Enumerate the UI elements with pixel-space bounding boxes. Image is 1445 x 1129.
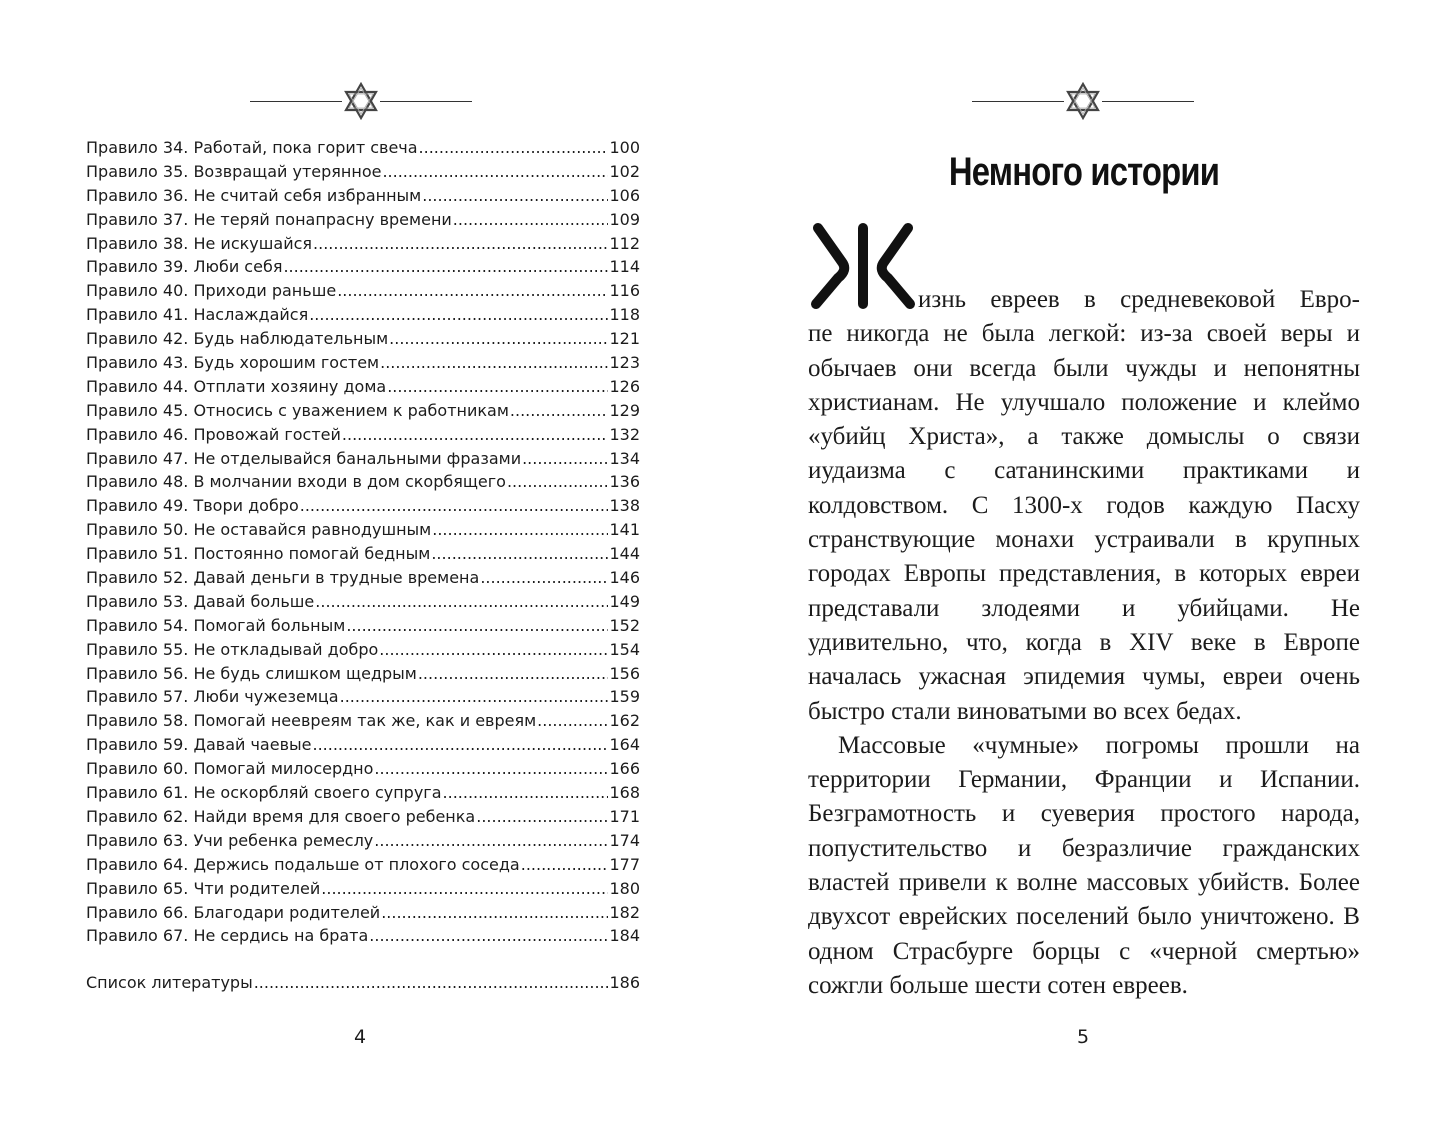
dot-leader [309, 303, 608, 327]
dot-leader [342, 423, 609, 447]
toc-entry-title: Правило 50. Не оставайся равнодушным [86, 520, 432, 540]
paragraph-1-first-line: изнь евреев в средневековой Евро- [918, 286, 1360, 313]
toc-entry-title: Правило 35. Возвращай утерянное [86, 161, 382, 181]
dot-leader [374, 757, 608, 781]
dot-leader [431, 542, 608, 566]
toc-entry-page: 182 [609, 902, 640, 922]
toc-spacer [86, 948, 640, 971]
toc-entry-title: Правило 37. Не теряй понапрасну времени [86, 209, 452, 229]
toc-entry[interactable] [86, 232, 640, 256]
toc-entry[interactable] [86, 542, 640, 566]
toc-entry-title: Правило 65. Чти родителей [86, 878, 321, 898]
dot-leader [453, 208, 609, 232]
toc-entry[interactable] [86, 733, 640, 757]
divider-line [380, 101, 472, 102]
toc-entry-page: 106 [609, 185, 640, 205]
toc-entry-title: Правило 62. Найди время для своего ребенка [86, 806, 476, 826]
toc-entry-title: Правило 45. Относись с уважением к работникам [86, 400, 509, 420]
dot-leader [346, 614, 608, 638]
toc-entry-page: 118 [609, 305, 640, 325]
toc-entry-page: 109 [609, 209, 640, 229]
toc-entry-page: 168 [609, 783, 640, 803]
dot-leader [379, 638, 608, 662]
star-of-david-icon [1064, 82, 1102, 120]
page-number-right: 5 [1077, 1026, 1090, 1048]
toc-entry-title: Правило 53. Давай больше [86, 591, 315, 611]
toc-entry-page: 154 [609, 639, 640, 659]
toc-entry-title: Правило 39. Люби себя [86, 257, 283, 277]
toc-entry-title: Правило 67. Не сердись на брата [86, 926, 369, 946]
ornament-divider-right [972, 82, 1194, 120]
toc-entry-page: 174 [609, 830, 640, 850]
dot-leader [476, 805, 608, 829]
toc-entry[interactable] [86, 853, 640, 877]
body-text [808, 283, 1360, 1003]
toc-entry-page: 136 [609, 472, 640, 492]
toc-entry[interactable] [86, 662, 640, 686]
toc-entry-title: Правило 57. Люби чужеземца [86, 687, 339, 707]
dot-leader [374, 829, 608, 853]
dot-leader [340, 685, 609, 709]
toc-entry-page: 184 [609, 926, 640, 946]
toc-entry-title: Правило 63. Учи ребенка ремеслу [86, 830, 374, 850]
dot-leader [382, 160, 608, 184]
toc-entry-bibliography[interactable] [86, 971, 640, 995]
toc-entry-title: Правило 46. Провожай гостей [86, 424, 341, 444]
toc-entry-page: 177 [609, 854, 640, 874]
toc-entry-page: 162 [609, 711, 640, 731]
toc-entry[interactable] [86, 805, 640, 829]
dot-leader [321, 877, 608, 901]
paragraph-1-rest: пе никогда не была легкой: из-за своей веры и обычаев они всегда были чужды и непонятны христианам. Не улучшало положение и клеймо «убийц Христа», а также домыслы о связи иудаизма с сатанинскими практиками и колдовством. С 1300-х годов каждую Пасху странствующие монахи устраивали в крупных городах Европы представления, в которых евреи представали злодеями и убийцами. Не удивительно, что, когда в XIV веке в Европе началась ужасная эпидемия чумы, евреи очень быстро стали виноватыми во всех бедах. [808, 320, 1360, 725]
toc-entry-page: 141 [609, 520, 640, 540]
toc-entry-page: 121 [609, 329, 640, 349]
left-page [0, 0, 722, 1129]
dot-leader [337, 279, 608, 303]
toc-entry-title: Правило 38. Не искушайся [86, 233, 313, 253]
toc-entry-title: Правило 49. Твори добро [86, 496, 299, 516]
toc-entry[interactable] [86, 781, 640, 805]
toc-entry-title: Правило 42. Будь наблюдательным [86, 329, 389, 349]
toc-entry[interactable] [86, 924, 640, 948]
toc-entry-page: 134 [609, 448, 640, 468]
dot-leader [312, 733, 608, 757]
toc-entry-title: Правило 56. Не будь слишком щедрым [86, 663, 417, 683]
toc-entry-title: Правило 58. Помогай неевреям так же, как и евреям [86, 711, 537, 731]
toc-entry[interactable] [86, 303, 640, 327]
toc-entry-page: 146 [609, 568, 640, 588]
toc-entry-title: Правило 43. Будь хорошим гостем [86, 353, 380, 373]
page-number-left: 4 [354, 1026, 367, 1048]
toc-entry-page: 159 [609, 687, 640, 707]
toc-entry-page: 164 [609, 735, 640, 755]
dot-leader [389, 327, 608, 351]
chapter-title: Немного истории [948, 150, 1220, 194]
toc-entry-title: Правило 41. Наслаждайся [86, 305, 309, 325]
divider-line [1102, 101, 1194, 102]
toc-entry-title: Правило 34. Работай, пока горит свеча [86, 138, 418, 157]
toc-entry-page: 156 [609, 663, 640, 683]
toc-entry-title: Правило 52. Давай деньги в трудные времена [86, 568, 480, 588]
toc-entry[interactable] [86, 136, 640, 160]
toc-entry[interactable] [86, 327, 640, 351]
dot-leader [432, 518, 608, 542]
divider-line [250, 101, 342, 102]
dot-leader [422, 184, 608, 208]
toc-entry-page: 102 [609, 161, 640, 181]
toc-entry-page: 171 [609, 806, 640, 826]
toc-entry-page: 166 [609, 759, 640, 779]
toc-entry[interactable] [86, 255, 640, 279]
toc-entry-title: Правило 44. Отплати хозяину дома [86, 376, 387, 396]
toc-entry[interactable] [86, 208, 640, 232]
toc-entry[interactable] [86, 375, 640, 399]
toc-entry[interactable] [86, 279, 640, 303]
dot-leader [369, 924, 608, 948]
toc-entry-page: 126 [609, 376, 640, 396]
toc-entry-title: Правило 55. Не откладывай добро [86, 639, 379, 659]
dot-leader [313, 232, 608, 256]
dot-leader [380, 351, 608, 375]
toc-entry[interactable] [86, 399, 640, 423]
toc-entry-page: 138 [609, 496, 640, 516]
dot-leader [315, 590, 608, 614]
toc-entry[interactable] [86, 590, 640, 614]
toc-entry[interactable] [86, 638, 640, 662]
toc-entry-page: 144 [609, 544, 640, 564]
toc-entry-page: 116 [609, 281, 640, 301]
dot-leader [522, 447, 608, 471]
dot-leader [507, 470, 608, 494]
toc-entry[interactable] [86, 184, 640, 208]
toc-entry[interactable] [86, 877, 640, 901]
toc-entry[interactable] [86, 447, 640, 471]
toc-entry-title: Правило 40. Приходи раньше [86, 281, 337, 301]
toc-entry-page: 129 [609, 400, 640, 420]
dot-leader [510, 399, 609, 423]
toc-entry-page: 123 [609, 353, 640, 373]
dot-leader [387, 375, 608, 399]
dot-leader [300, 494, 609, 518]
divider-line [972, 101, 1064, 102]
toc-entry[interactable] [86, 351, 640, 375]
dot-leader [537, 709, 608, 733]
toc-entry[interactable] [86, 757, 640, 781]
toc-entry-page: 112 [609, 233, 640, 253]
dot-leader [521, 853, 609, 877]
toc-entry-title: Правило 47. Не отделывайся банальными фразами [86, 448, 522, 468]
toc-entry-title: Правило 60. Помогай милосердно [86, 759, 374, 779]
toc-entry[interactable] [86, 829, 640, 853]
toc-entry[interactable] [86, 901, 640, 925]
toc-entry-page: 132 [609, 424, 640, 444]
paragraph-2: Массовые «чумные» погромы прошли на территории Германии, Франции и Испании. Безграмотность и суеверия простого народа, попустительство и безразличие гражданских властей привели к волне массовых убийств. Более двухсот еврейских поселений было уничтожено. В одном Страсбурге борцы с «черной смертью» сожгли больше шести сотен евреев. [808, 731, 1360, 999]
toc-entry[interactable] [86, 614, 640, 638]
toc-entry-page: 149 [609, 591, 640, 611]
toc-entry-page: 180 [609, 878, 640, 898]
toc-entry[interactable] [86, 566, 640, 590]
toc-entry-title: Правило 59. Давай чаевые [86, 735, 312, 755]
toc-entry-page: 100 [609, 138, 640, 157]
dot-leader [418, 662, 609, 686]
toc-entry[interactable] [86, 494, 640, 518]
star-of-david-icon [342, 82, 380, 120]
paragraph-1 [808, 283, 1360, 729]
toc-entry-title: Правило 61. Не оскорбляй своего супруга [86, 783, 442, 803]
dot-leader [419, 136, 609, 160]
table-of-contents [86, 136, 640, 995]
toc-entry[interactable] [86, 470, 640, 494]
toc-entry-title: Правило 64. Держись подальше от плохого соседа [86, 854, 520, 874]
toc-entry-page: 152 [609, 615, 640, 635]
toc-entry-title: Правило 48. В молчании входи в дом скорбящего [86, 472, 506, 492]
toc-entry[interactable] [86, 160, 640, 184]
dot-leader [381, 901, 608, 925]
toc-entry-page: 186 [609, 973, 640, 993]
ornament-divider-left [250, 82, 472, 120]
dot-leader [254, 971, 609, 995]
dot-leader [283, 255, 608, 279]
dot-leader [480, 566, 608, 590]
toc-entry[interactable] [86, 423, 640, 447]
toc-entry[interactable] [86, 518, 640, 542]
dot-leader [443, 781, 609, 805]
toc-entry-title: Правило 36. Не считай себя избранным [86, 185, 422, 205]
toc-entry-page: 114 [609, 257, 640, 277]
toc-entry[interactable] [86, 685, 640, 709]
toc-entry[interactable] [86, 709, 640, 733]
toc-entry-title: Правило 66. Благодари родителей [86, 902, 381, 922]
toc-entry-title: Правило 54. Помогай больным [86, 615, 346, 635]
toc-entry-title: Список литературы [86, 973, 253, 993]
toc-entry-title: Правило 51. Постоянно помогай бедным [86, 544, 431, 564]
